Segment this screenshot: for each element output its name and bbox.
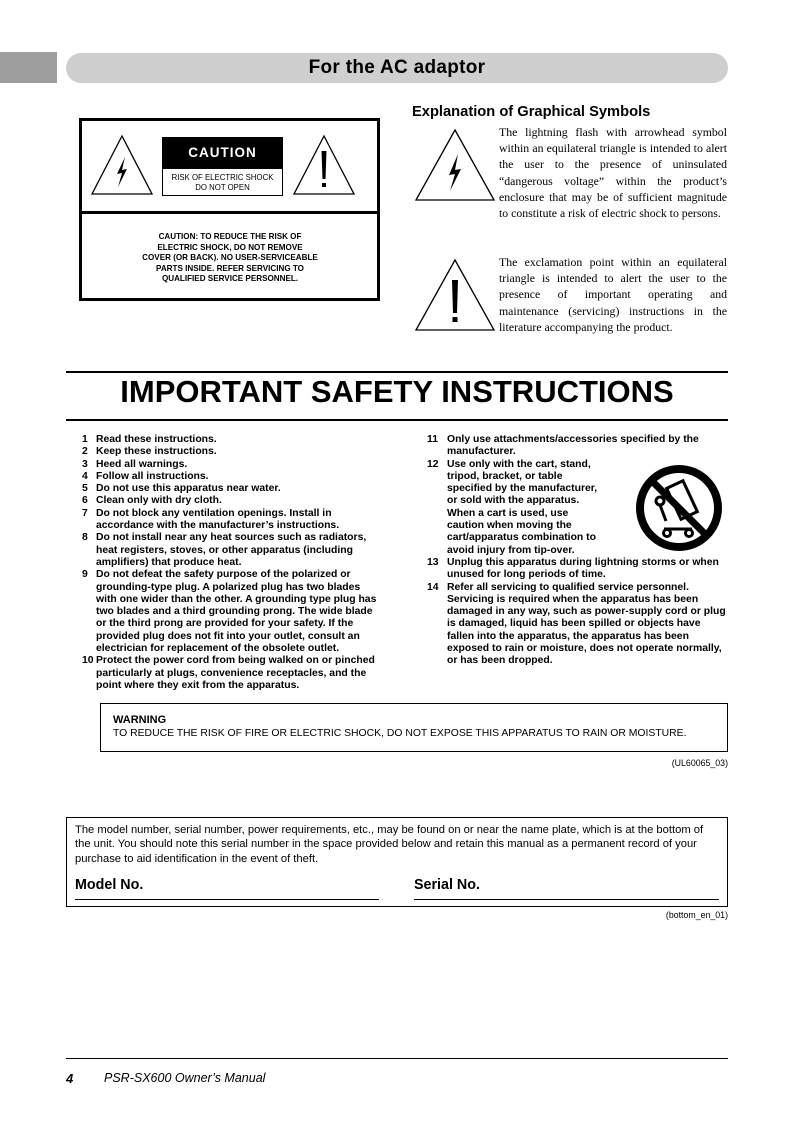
list-item <box>425 582 727 668</box>
list-item <box>78 495 380 507</box>
list-item <box>78 446 380 458</box>
exclamation-triangle-icon <box>291 133 357 197</box>
reference-code: (UL60065_03) <box>671 758 728 768</box>
footer-rule <box>66 1058 728 1059</box>
item-number: 1 <box>82 434 88 445</box>
item-number: 9 <box>82 569 88 581</box>
item-number: 7 <box>82 507 88 519</box>
section-title: For the AC adaptor <box>308 57 486 78</box>
lightning-triangle-icon <box>89 133 155 197</box>
serial-number-label: Serial No. <box>414 877 480 893</box>
item-text: Follow all instructions. <box>96 470 209 482</box>
list-item <box>425 557 727 582</box>
list-item <box>78 655 380 692</box>
item-text: Do not defeat the safety purpose of the polarized or grounding-type plug. A polarized plug has two blades with one wider than the other. A grounding type plug has two blades and a third grounding prong. The wide blade or the third prong are provided for your safety. If the provided plug does not fit into your outlet, consult an electrician for replacement of the obsolete outlet. <box>96 569 377 655</box>
item-number: 11 <box>427 434 438 445</box>
list-item <box>78 569 380 655</box>
caution-body-line: ELECTRIC SHOCK, DO NOT REMOVE <box>157 242 303 252</box>
list-item <box>78 483 380 495</box>
list-item <box>78 471 380 483</box>
item-number: 12 <box>427 458 439 470</box>
item-text: Heed all warnings. <box>96 458 188 470</box>
exclamation-triangle-icon <box>414 258 496 332</box>
serial-number-field <box>414 899 719 900</box>
item-text: Read these instructions. <box>96 434 217 445</box>
section-tab-marker <box>0 52 57 83</box>
cart-tip-over-icon <box>634 463 724 553</box>
item-text: Do not block any ventilation openings. Install in accordance with the manufacturer’s instructions. <box>96 507 340 532</box>
reference-code: (bottom_en_01) <box>665 910 728 920</box>
item-number: 4 <box>82 470 88 482</box>
item-text: Refer all servicing to qualified service personnel. Servicing is required when the apparatus has been damaged in any way, such as power-supply cord or plug is damaged, liquid has been spilled or objects have fallen into the apparatus, the apparatus has been exposed to rain or moisture, does not operate normally, or has been dropped. <box>447 581 726 667</box>
caution-body-line: PARTS INSIDE. REFER SERVICING TO <box>156 263 304 273</box>
item-text: Do not use this apparatus near water. <box>96 483 281 495</box>
item-number: 6 <box>82 495 88 507</box>
list-item <box>78 434 380 446</box>
title-rule-top <box>66 371 728 373</box>
section-header <box>66 53 728 83</box>
caution-body-line: COVER (OR BACK). NO USER-SERVICEABLE <box>142 253 318 263</box>
list-item <box>78 532 380 569</box>
model-info-text: The model number, serial number, power requirements, etc., may be found on or near the name plate, which is at the bottom of the unit. You should note this serial number in the space provided below and retain this manual as a permanent record of your purchase to aid identification in the event of theft. <box>75 824 704 865</box>
item-number: 8 <box>82 532 88 544</box>
item-text: Unplug this apparatus during lightning storms or when unused for long periods of time. <box>447 556 719 581</box>
item-text: Protect the power cord from being walked on or pinched particularly at plugs, convenience receptacles, and the point where they exit from the apparatus. <box>96 655 375 691</box>
caution-body-line: QUALIFIED SERVICE PERSONNEL. <box>161 274 299 284</box>
safety-title: IMPORTANT SAFETY INSTRUCTIONS <box>120 374 674 409</box>
item-text: Only use attachments/accessories specified by the manufacturer. <box>447 434 699 458</box>
model-number-label: Model No. <box>75 877 144 893</box>
item-text: Use only with the cart, stand, tripod, bracket, or table specified by the manufacturer, or sold with the apparatus. When a cart is used, use caution when moving the cart/apparatus combination to avoid injury from tip-over. <box>447 458 598 556</box>
caution-body-text <box>95 232 365 285</box>
warning-title: WARNING <box>113 714 167 726</box>
warning-text: TO REDUCE THE RISK OF FIRE OR ELECTRIC SHOCK, DO NOT EXPOSE THIS APPARATUS TO RAIN OR MOISTURE. <box>113 728 687 739</box>
exclamation-explanation: The exclamation point within an equilateral triangle is intended to alert the user to the presence of important operating and maintenance (servicing) instructions in the literature accompanying the product. <box>499 255 727 334</box>
item-number: 10 <box>82 655 94 667</box>
item-number: 5 <box>82 483 88 495</box>
list-item <box>425 434 727 459</box>
item-text: Clean only with dry cloth. <box>96 495 222 507</box>
page-number: 4 <box>66 1071 74 1086</box>
list-item <box>78 508 380 533</box>
list-item <box>78 459 380 471</box>
manual-title: PSR-SX600 Owner’s Manual <box>104 1071 266 1085</box>
caution-risk-text <box>162 168 283 196</box>
lightning-triangle-icon <box>414 128 496 202</box>
title-rule-bottom <box>66 419 728 421</box>
caution-title: CAUTION <box>162 137 283 168</box>
caution-divider <box>79 211 380 214</box>
risk-line: DO NOT OPEN <box>195 182 250 192</box>
explanation-heading: Explanation of Graphical Symbols <box>412 104 651 120</box>
item-number: 13 <box>427 556 439 568</box>
model-number-field <box>75 899 379 900</box>
lightning-explanation: The lightning flash with arrowhead symbol within an equilateral triangle is intended to alert the user to the presence of uninsulated “dangerous voltage” within the product’s enclosure that may be of sufficient magnitude to constitute a risk of electric shock to persons. <box>499 125 727 221</box>
item-number: 3 <box>82 458 88 470</box>
item-text: Do not install near any heat sources such as radiators, heat registers, stoves, or other apparatus (including amplifiers) that produce heat. <box>96 532 367 568</box>
risk-line: RISK OF ELECTRIC SHOCK <box>171 173 274 182</box>
instructions-left-column <box>78 434 380 692</box>
caution-body-line: CAUTION: TO REDUCE THE RISK OF <box>158 232 302 241</box>
item-number: 14 <box>427 581 439 593</box>
item-text: Keep these instructions. <box>96 446 217 458</box>
item-number: 2 <box>82 446 88 458</box>
